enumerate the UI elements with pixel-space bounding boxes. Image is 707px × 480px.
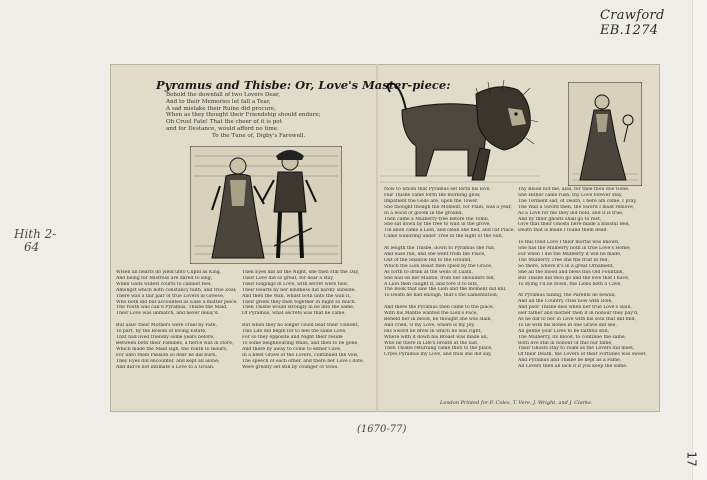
verse-line: Thy Blood not me, alas, for thee thou doe Gone, <box>518 187 630 192</box>
printer-imprint: London Printed for F. Coles, T. Vere, J. Wright, and J. Clarke. <box>440 400 593 406</box>
woodcut-thisbe-image <box>568 82 642 186</box>
verse-line: The Torment sad, of Death, I here am come, I pray, <box>518 198 637 204</box>
verse-line: To some neighbouring Walls, and then to be gone, <box>242 340 359 346</box>
text-column-3 <box>384 187 518 358</box>
date-note: (1670-77) <box>357 424 407 435</box>
verse-line: All Lovers then all lack it if you keep the same. <box>518 364 628 370</box>
side-note-line: 64 <box>24 240 40 254</box>
verse-line: Of their Death, the Lovers of their Fortunes was sweet, <box>518 352 647 358</box>
verse-line: Now to whom that Pyramus set forth his love, <box>384 187 491 192</box>
verse-line: Amongst which both constancy faith, and true Zeal; <box>116 287 237 293</box>
intro-line: A sad mistake their Ruine did procure, <box>166 105 276 112</box>
verse-line: Her father and mother then it in honour they pay'd, <box>518 311 639 317</box>
verse-line: Beheld her in blood, he thought she was slain, <box>384 316 492 322</box>
verse-line: Came wandring under Tree in the sight of the Sun, <box>384 234 504 240</box>
mount-edge <box>692 0 707 480</box>
text-column-1 <box>116 270 240 370</box>
verse-line: This Life did begin for to feel the same Love, <box>242 329 347 335</box>
verse-line: Death that is made I found them dead. <box>518 228 608 234</box>
verse-line: For unto them Passion so dear he did burn, <box>116 352 217 358</box>
verse-line: The Mulberry Tree she the fruit in red, <box>518 257 609 263</box>
intro-verse <box>166 92 321 133</box>
ballad-title: Pyramus and Thisbe: Or, Love's Master-piece: <box>156 78 451 92</box>
verse-line: And being for Mistress are dared to sing, <box>116 275 213 281</box>
intro-line: When as they thought their Friendship should endure; <box>166 112 321 119</box>
verse-line: Then Thisbe would strongly in be into the same, <box>242 305 355 311</box>
verse-line: And Pyramus and Thisbe be kept as a Fame. <box>518 358 622 364</box>
verse-line: And all the Country cries now with Dole, <box>518 299 613 305</box>
verse-line: But Thisbe did thou go and the love that I have, <box>518 275 630 281</box>
verse-line: So there, where it's in a great Ornament, <box>518 263 615 269</box>
verse-line: She had on her Mantle, from her shoulders fell, <box>384 275 496 281</box>
verse-line: His Sword he drew in which he was right, <box>384 328 482 334</box>
verse-line: Fair Thisbe came forth the morning glow, <box>384 192 481 198</box>
verse-line: And there the Pyramus then came to the place, <box>384 305 495 311</box>
woodcut-lion-image <box>380 80 540 190</box>
edge-number: 17 <box>684 451 699 467</box>
verse-line: As forth to drink at the wells of Luam, <box>384 269 473 275</box>
verse-line: They Eyes did encounter, and kept all alone; <box>116 358 220 364</box>
verse-line: Then Thisbe returning came then to the place, <box>384 346 493 352</box>
verse-line: Between both their Families, a fierce was in store, <box>116 340 234 346</box>
verse-line: And did're not intimate a Love to a Groan. <box>116 364 215 370</box>
verse-line: To Death he had enough, that's the Lamentation, <box>384 293 499 299</box>
verse-line: Both live still in honour of this our fame, <box>518 340 613 346</box>
verse-line: Their Love was unmatch, and never delay'd. <box>116 311 220 317</box>
verse-line: Who both did but accounted as Ease a matter piece. <box>116 299 238 305</box>
verse-line: Their griefs they then together in flight so much. <box>242 299 357 305</box>
text-column-2 <box>242 270 372 370</box>
handwritten-side-note <box>14 228 56 254</box>
archive-shelfmark: Crawford EB.1274 <box>600 8 665 38</box>
verse-line: And poor Thisbe dies when her true Love's slain, <box>518 305 632 311</box>
intro-line: And to their Memories let fall a Tear, <box>166 98 271 105</box>
verse-line: Cryes Pyramus my Love, and thus she did say, <box>384 352 492 358</box>
verse-line: And ease ran, and she went from the Place, <box>384 251 486 257</box>
woodcut-couple-image <box>190 146 342 264</box>
verse-line: To lie with his Bones in one Grave did see, <box>518 322 617 328</box>
text-column-4 <box>518 187 654 370</box>
verse-line: Impatient the Gods are, upon the Tower, <box>384 198 479 204</box>
verse-line: Till anon came a Lion, and clean she fled, and cat Place, <box>384 228 515 234</box>
verse-line: But when they no longer could bear their content, <box>242 323 359 329</box>
verse-line: She thought though the Moment, for Plain, was a year, <box>384 204 512 210</box>
verse-line: To dying I'll lie down, the Lions both a Cave, <box>518 281 622 287</box>
verse-line: As a Love for me they did hold, and it is true, <box>518 210 624 216</box>
verse-line: For so they opposite and Night their reside <box>242 334 343 340</box>
verse-line: Then came a Mulberry-tree before the Tomb, <box>384 216 490 222</box>
verse-line: With his Mantle wanted the Lion's Face, <box>384 311 478 317</box>
verse-line: She Hither came rush, thy Love forever stay, <box>518 192 623 198</box>
verse-line: The Youth was call'd Pyramus, Thisbe the Maid, <box>116 305 228 311</box>
verse-line: Out of the Shadow fell to the Ground, <box>384 257 472 263</box>
verse-line: Give that their Ghosts here made a blissful Bed, <box>518 222 630 228</box>
verse-line: She sat down by the tree to wait in the grove, <box>384 222 491 228</box>
verse-line: And cried, O my Love, where is my Joy, <box>384 322 475 328</box>
verse-line: And there by away to come to either Cave, <box>242 346 342 352</box>
verse-line: She has the Mulberry both in true Love's Home; <box>518 246 631 252</box>
verse-line: Which the Lion Beast then spied by the Grace, <box>384 263 493 269</box>
verse-line: Were greatly set still by counger of Vows. <box>242 364 339 370</box>
verse-line: When Gods willest courts to cabinet feel, <box>116 281 212 287</box>
verse-line: The speech of each other, and there her Love I dote, <box>242 358 365 364</box>
intro-line: Oh Cruel Fate! That the cheer of it is pot <box>166 119 282 126</box>
verse-line: Then Eyes did all the Night, she then still the Day, <box>242 270 360 275</box>
sheet-fold <box>376 64 378 410</box>
tune-line: To the Tune of, Digby's Farewell. <box>212 133 306 139</box>
intro-line: and for Destance, would afford no time. <box>166 125 279 132</box>
verse-line: And then the Wall, whilst both unto the wall it, <box>242 293 351 299</box>
verse-line: That had lived friendly some years before, <box>116 334 215 340</box>
verse-line: As he did to her in Love with his soul that did find, <box>518 316 636 322</box>
verse-line: For when I die the Mulberry it will be made, <box>518 251 622 257</box>
verse-line: Their lodgings in Love, with secret were tied, <box>242 281 349 287</box>
verse-line: At length the Thisbe, down to Pyramus she run, <box>384 246 496 252</box>
verse-line: Their Ghosts stay to roam as the Lovers did meet, <box>518 346 635 352</box>
verse-line: Their Love did so great, for dear a stay, <box>242 275 334 281</box>
verse-line: In a blest Grave of the Lovers, continued the Vow, <box>242 352 359 358</box>
verse-line: She all the blood and bless this Old Fountain, <box>518 269 624 275</box>
side-note-line: Hith 2- <box>14 227 57 241</box>
verse-line: Who lie there in Life's breath at the last, <box>384 340 479 346</box>
verse-line: All gentle your Lives to be faithful still, <box>518 328 610 334</box>
verse-line: Of Pyramus, what secrets was that he came. <box>242 311 346 317</box>
verse-line: Where with it down his Breast was made all, <box>384 334 489 340</box>
verse-line: Which made the Maid sigh, the Youth to mourn, <box>116 346 228 352</box>
verse-line: A Lion then caught it, and tore it to bits, <box>384 281 479 287</box>
verse-line: At Pyramus falling, the Parents do bewail, <box>518 293 617 299</box>
verse-line: The Book that saw the Lion and the moment did kill, <box>384 287 507 293</box>
verse-line: And by their ghosts shall go to rest, <box>518 216 602 222</box>
verse-line: In a wood of gloom in the ground, <box>384 210 464 216</box>
verse-line: But alas! their Mothers were cruel by Fate, <box>116 323 217 329</box>
verse-line: To part, by the Bosom of loving Estate, <box>116 329 207 335</box>
verse-line: WHen all hearts do yield unto Cupid as King, <box>116 270 222 275</box>
verse-line: The Mulberry, its Blood, to continue the same, <box>518 334 627 340</box>
verse-line: To this fond Love I their mortal was known, <box>518 240 620 246</box>
verse-line: The Wall a Sword then, the Sword I must remove, <box>518 204 635 210</box>
intro-line: Behold the downfall of two Lovers Dear, <box>166 92 280 98</box>
verse-line: Their Hearts by her kindness did hardly subside. <box>242 287 356 293</box>
verse-line: There was a fair pair of true Lovers in Greece, <box>116 293 225 299</box>
